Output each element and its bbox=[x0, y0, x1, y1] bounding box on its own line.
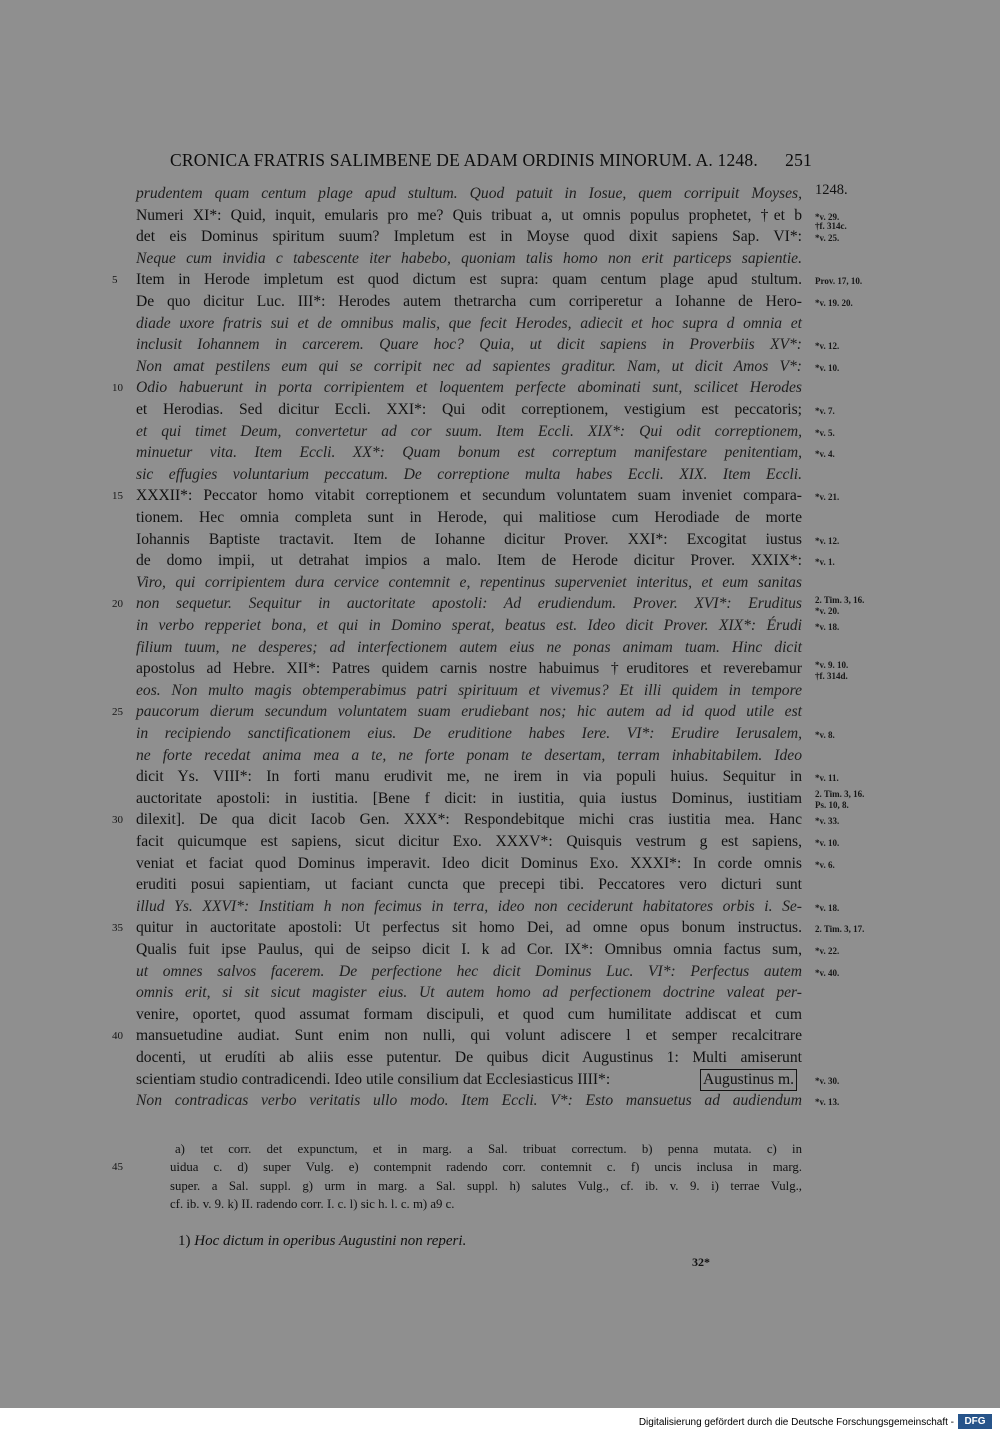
margin-reference: *v. 8. bbox=[815, 730, 835, 740]
text-line: inclusit Iohannem in carcerem. Quare hoc? Quia, ut dicit sapiens in Proverbiis XV*: bbox=[136, 336, 802, 354]
text-line: non sequetur. Sequitur in auctoritate apostoli: Ad erudiendum. Prover. XVI*: Eruditus bbox=[136, 595, 802, 613]
footnote-line: uidua c. d) super Vulg. e) contempnit radendo corr. contemnit c. f) uncis inclusa in marg. bbox=[170, 1160, 802, 1175]
text-line: de domo impii, ut detrahat impios a malo. Item de Herode dicitur Prover. XXIX*: bbox=[136, 552, 802, 570]
margin-reference: *v. 22. bbox=[815, 946, 840, 956]
margin-reference: *v. 9. 10. bbox=[815, 659, 849, 670]
margin-reference: *v. 10. bbox=[815, 362, 840, 373]
text-line: Iohannis Baptiste tractavit. Item de Iohanne dicitur Prover. XXI*: Excogitat iustus bbox=[136, 530, 802, 548]
source-note-text: Hoc dictum in operibus Augustini non reperi. bbox=[194, 1233, 467, 1249]
text-line: veniat et faciat quod Dominus imperavit. Ideo dicit Dominus Exo. XXXI*: In corde omnis bbox=[136, 854, 802, 872]
line-number: 10 bbox=[112, 382, 123, 395]
margin-reference: *v. 21. bbox=[815, 492, 840, 503]
text-line: sic effugies voluntarium peccatum. De correptione multa habes Eccli. XIX. Item Eccli. bbox=[136, 465, 802, 483]
margin-reference: *v. 18. bbox=[815, 622, 840, 632]
text-line: prudentem quam centum plage apud stultum. Quod patuit in Iosue, quem corripuit Moyses, bbox=[136, 185, 802, 202]
margin-reference: *v. 19. 20. bbox=[815, 298, 853, 308]
page-number: 251 bbox=[785, 150, 812, 170]
text-line: auctoritate apostoli: in iustitia. [Bene f dicit: in iustitia, quia iustus Dominus, iustitiam bbox=[136, 789, 802, 807]
line-number: 25 bbox=[112, 706, 123, 719]
margin-reference: *v. 10. bbox=[815, 838, 840, 848]
text-line: diade uxore fratris sui et de omnibus malis, que fecit Herodes, adiecit et hoc supra d omnia et bbox=[136, 314, 802, 332]
text-line: ne forte recedat anima mea a te, ne forte ponam te desertam, terram inhabitabilem. Ideo bbox=[136, 746, 802, 764]
margin-reference: *v. 11. bbox=[815, 773, 839, 784]
text-line: scientiam studio contradicendi. Ideo utile consilium dat Ecclesiasticus IIII*: bbox=[136, 1070, 611, 1088]
margin-reference: *v. 29. bbox=[815, 211, 840, 222]
line-number: 45 bbox=[112, 1161, 123, 1174]
margin-reference: *v. 6. bbox=[815, 859, 835, 870]
line-number: 30 bbox=[112, 814, 123, 827]
text-line: dilexit]. De qua dicit Iacob Gen. XXX*: Respondebitque michi cras iustitia mea. Hanc bbox=[136, 811, 802, 829]
text-line: facit quicumque est sapiens, sicut dicitur Exo. XXXV*: Quisquis vestrum g est sapiens, bbox=[136, 833, 802, 850]
margin-reference: *v. 12. bbox=[815, 535, 840, 546]
text-line: in recipiendo sanctificationem eius. De eruditione habes Iere. VI*: Erudire Ierusalem, bbox=[136, 725, 802, 742]
text-line: eos. Non multo magis obtemperabimus patri spirituum et vivemus? Et illi quidem in tempore bbox=[136, 681, 802, 699]
text-line: Non contradicas verbo veritatis ullo modo. Item Eccli. V*: Esto mansuetus ad audiendum bbox=[136, 1092, 802, 1110]
text-line: quitur in auctoritate apostoli: Ut perfectus sit homo Dei, ad omne opus bonum instructus. bbox=[136, 919, 802, 937]
text-line: eruditi posui sapientiam, ut faciant cuncta que precepi tibi. Peccatores vero dicturi sunt bbox=[136, 876, 802, 894]
margin-reference: *v. 33. bbox=[815, 816, 840, 827]
margin-reference: *v. 1. bbox=[815, 557, 835, 568]
signature-mark: 32* bbox=[692, 1255, 710, 1269]
text-line: et Herodias. Sed dicitur Eccli. XXI*: Qui odit correptionem, vestigium est peccatoris; bbox=[136, 401, 802, 418]
text-line: Qualis fuit ipse Paulus, qui de seipso dicit I. k ad Cor. IX*: Omnibus omnia factus sum, bbox=[136, 941, 802, 958]
text-line: Item in Herode impletum est quod dictum est supra: quam centum plage apud stultum. bbox=[136, 271, 802, 289]
footnote-line: cf. ib. v. 9. k) II. radendo corr. I. c. l) sic h. l. c. m) a9 c. bbox=[170, 1196, 455, 1211]
text-line: venire, oportet, quod assumat formam discipuli, et quod cum humilitate addiscat et cum bbox=[136, 1005, 802, 1023]
footnote-line: a) tet corr. det expunctum, et in marg. a Sal. tribuat correctum. b) penna mutata. c) in bbox=[175, 1142, 802, 1156]
line-number: 5 bbox=[112, 274, 118, 287]
footer-bar bbox=[0, 1408, 1000, 1434]
margin-reference: 2. Tim. 3, 17. bbox=[815, 924, 865, 935]
header-title: CRONICA FRATRIS SALIMBENE DE ADAM ORDINIS MINORUM. A. 1248. bbox=[170, 150, 758, 170]
line-number: 20 bbox=[112, 598, 123, 611]
text-line: mansuetudine audiat. Sunt enim non nulli, qui volunt adiscere l et semper recalcitrare bbox=[136, 1027, 802, 1045]
text-line: dicit Ys. VIII*: In forti manu erudivit me, ne irem in via populi huius. Sequitur in bbox=[136, 768, 802, 786]
margin-reference: *v. 40. bbox=[815, 967, 840, 978]
year-margin: 1248. bbox=[815, 182, 848, 198]
margin-reference: *v. 7. bbox=[815, 406, 835, 416]
footnote-line: super. a Sal. suppl. g) urm in marg. a Sal. suppl. h) salutes Vulg., cf. ib. v. 9. i) terrae Vulg., bbox=[170, 1178, 802, 1193]
margin-reference: †f. 314c. bbox=[815, 221, 847, 232]
line-number: 35 bbox=[112, 922, 123, 935]
text-line: et qui timet Deum, convertetur ad cor suum. Item Eccli. XIX*: Qui odit correptionem, bbox=[136, 422, 802, 440]
text-line: tionem. Hec omnia completa sunt in Herode, qui malitiose cum Herodiade de morte bbox=[136, 509, 802, 526]
margin-reference: Ps. 10, 8. bbox=[815, 800, 849, 811]
text-line: apostolus ad Hebre. XII*: Patres quidem carnis nostre habuimus †eruditores et reverebamur bbox=[136, 660, 802, 678]
text-line: paucorum dierum secundum voluntatem suam erudiebant nos; hic autem ad id quod utile est bbox=[136, 703, 802, 721]
text-line: De quo dicitur Luc. III*: Herodes autem thetrarcha cum corriperetur a Iohanne de Hero- bbox=[136, 293, 802, 310]
text-line: minuetur vita. Item Eccli. XX*: Quam bonum est correptum manifestare penitentiam, bbox=[136, 444, 802, 462]
source-note bbox=[178, 1233, 466, 1250]
running-header bbox=[170, 150, 810, 171]
margin-reference: *v. 25. bbox=[815, 233, 840, 244]
text-line: XXXII*: Peccator homo vitabit correptionem et secundum voluntatem suam inveniet compara- bbox=[136, 487, 802, 505]
text-line: det eis Dominus spiritum suum? Impletum est in Moyse quod dixit sapiens Sap. VI*: bbox=[136, 228, 802, 246]
margin-reference: *v. 5. bbox=[815, 427, 835, 438]
text-line: Non amat pestilens eum qui se corripit nec ad sapientes graditur. Nam, ut dicit Amos V*: bbox=[136, 357, 802, 375]
text-line: Viro, qui corripientem dura cervice contemnit e, repentinus superveniet interitus, et eum sanitas bbox=[136, 573, 802, 591]
text-line: ut omnes salvos facerem. De perfectione hec dicit Dominus Luc. VI*: Perfectus autem bbox=[136, 962, 802, 980]
text-line: omnis erit, si sit sicut magister eius. Ut autem homo ad perfectionem doctrine valeat per- bbox=[136, 984, 802, 1002]
text-line: Neque cum invidia c tabescente iter habebo, quoniam talis homo non erit particeps sapientie. bbox=[136, 249, 802, 267]
margin-reference: †f. 314d. bbox=[815, 670, 848, 681]
margin-reference: *v. 12. bbox=[815, 341, 840, 352]
funding-credit: Digitalisierung gefördert durch die Deutsche Forschungsgemeinschaft - bbox=[638, 1417, 954, 1428]
margin-reference: *v. 20. bbox=[815, 605, 840, 616]
text-line: filium tuum, ne desperes; ad interfectionem autem eius ne ponas animam tuam. Hinc dicit bbox=[136, 638, 802, 656]
dfg-logo[interactable]: DFG bbox=[958, 1414, 992, 1429]
margin-reference: *v. 4. bbox=[815, 449, 835, 460]
margin-reference: *v. 18. bbox=[815, 902, 840, 913]
margin-reference: 2. Tim. 3, 16. bbox=[815, 595, 865, 605]
boxed-word: Augustinus m. bbox=[700, 1069, 797, 1091]
line-number: 15 bbox=[112, 490, 123, 503]
text-line: illud Ys. XXVI*: Institiam h non fecimus in terra, ideo non ceciderunt habitatores orbis i. Se- bbox=[136, 897, 802, 915]
text-line: Odio habuerunt in porta corripientem et loquentem perfecte abominati sunt, scilicet Herodes bbox=[136, 379, 802, 397]
margin-reference: *v. 30. bbox=[815, 1075, 840, 1086]
line-number: 40 bbox=[112, 1030, 123, 1043]
text-line: docenti, ut erudíti ab aliis esse putentur. De quibus dicit Augustinus 1: Multi amiserunt bbox=[136, 1049, 802, 1066]
margin-reference: Prov. 17, 10. bbox=[815, 276, 863, 287]
margin-reference: 2. Tim. 3, 16. bbox=[815, 789, 865, 800]
text-line: Numeri XI*: Quid, inquit, emularis pro me? Quis tribuat a, ut omnis populus prophetet, †et b bbox=[136, 206, 802, 224]
source-note-number: 1) bbox=[178, 1233, 191, 1249]
text-line: in verbo repperiet bona, et qui in Domino sperat, beatus est. Ideo dicit Prover. XIX*: Érudi bbox=[136, 617, 802, 634]
margin-reference: *v. 13. bbox=[815, 1097, 840, 1108]
